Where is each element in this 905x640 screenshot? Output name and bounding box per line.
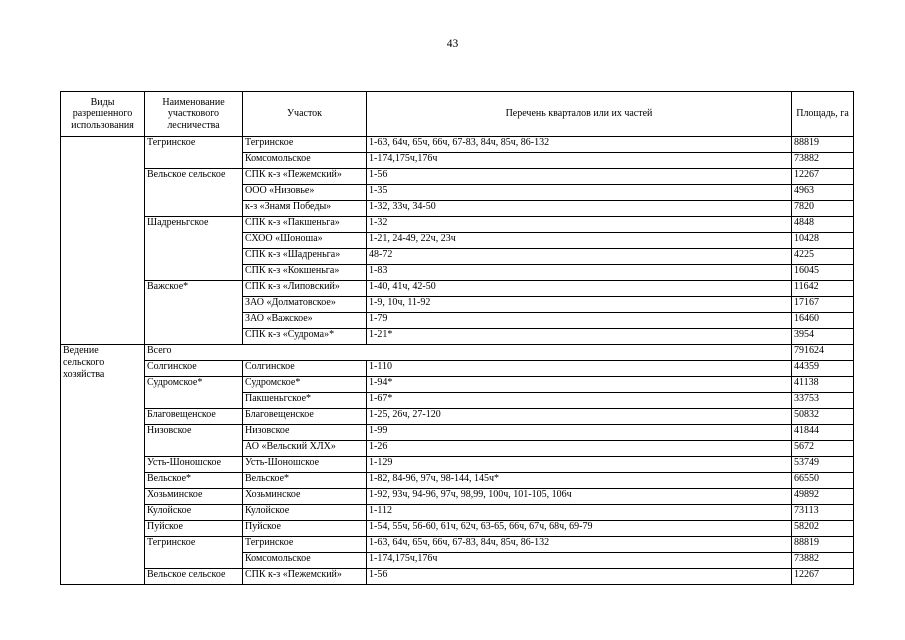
area-cell: 58202 [792,521,854,537]
forestry-name-cell: Усть-Шоношское [145,457,243,473]
plot-cell: Кулойское [243,505,367,521]
plot-cell: СПК к-з «Пежемский» [243,569,367,585]
forestry-name-cell: Низовское [145,425,243,457]
plot-cell: Хозьминское [243,489,367,505]
area-cell: 50832 [792,409,854,425]
forestry-name-cell: Хозьминское [145,489,243,505]
forestry-name-cell: Шадреньгское [145,217,243,281]
table-row [61,569,854,585]
header-quarters-list: Перечень кварталов или их частей [367,92,792,137]
area-cell: 4848 [792,217,854,233]
header-plot: Участок [243,92,367,137]
forestry-name-cell: Вельское сельское [145,569,243,585]
plot-cell: СХОО «Шоноша» [243,233,367,249]
area-cell: 41138 [792,377,854,393]
quarters-cell: 1-67* [367,393,792,409]
area-cell: 44359 [792,361,854,377]
quarters-cell: 1-174,175ч,176ч [367,553,792,569]
area-cell: 66550 [792,473,854,489]
quarters-cell: 1-63, 64ч, 65ч, 66ч, 67-83, 84ч, 85ч, 86-132 [367,537,792,553]
quarters-cell: 1-83 [367,265,792,281]
plot-cell: СПК к-з «Липовский» [243,281,367,297]
use-type-cell [61,137,145,345]
plot-cell: Тегринское [243,137,367,153]
area-cell: 4225 [792,249,854,265]
plot-cell: ООО «Низовье» [243,185,367,201]
area-cell: 73882 [792,153,854,169]
area-cell: 16045 [792,265,854,281]
plot-cell: Благовещенское [243,409,367,425]
area-cell: 3954 [792,329,854,345]
plot-cell: к-з «Знамя Победы» [243,201,367,217]
plot-cell: АО «Вельский ХЛХ» [243,441,367,457]
quarters-cell: 1-56 [367,569,792,585]
plot-cell: Солгинское [243,361,367,377]
quarters-cell: 1-54, 55ч, 56-60, 61ч, 62ч, 63-65, 66ч, 67ч, 68ч, 69-79 [367,521,792,537]
quarters-cell: 1-174,175ч,176ч [367,153,792,169]
table-row [61,537,854,553]
area-cell: 4963 [792,185,854,201]
quarters-cell: 1-94* [367,377,792,393]
quarters-cell: 1-56 [367,169,792,185]
quarters-cell: 1-21* [367,329,792,345]
quarters-cell: 1-40, 41ч, 42-50 [367,281,792,297]
quarters-cell: 1-26 [367,441,792,457]
quarters-cell: 48-72 [367,249,792,265]
quarters-cell: 1-63, 64ч, 65ч, 66ч, 67-83, 84ч, 85ч, 86-132 [367,137,792,153]
area-cell: 16460 [792,313,854,329]
area-cell: 88819 [792,537,854,553]
table-row [61,425,854,441]
forestry-name-cell: Судромское* [145,377,243,409]
plot-cell: Комсомольское [243,553,367,569]
plot-cell: Судромское* [243,377,367,393]
forestry-name-cell: Пуйское [145,521,243,537]
quarters-cell: 1-35 [367,185,792,201]
area-cell: 53749 [792,457,854,473]
table-row [61,217,854,233]
table-row [61,409,854,425]
header-area: Площадь, га [792,92,854,137]
plot-cell: Комсомольское [243,153,367,169]
forestry-name-cell: Благовещенское [145,409,243,425]
quarters-cell: 1-82, 84-96, 97ч, 98-144, 145ч* [367,473,792,489]
area-cell: 17167 [792,297,854,313]
area-cell: 10428 [792,233,854,249]
area-cell: 7820 [792,201,854,217]
page-number: 43 [446,38,459,50]
table-body [61,137,854,585]
area-cell: 41844 [792,425,854,441]
forestry-name-cell: Тегринское [145,137,243,169]
table-row [61,489,854,505]
area-cell: 12267 [792,169,854,185]
plot-cell: Вельское* [243,473,367,489]
plot-cell: Тегринское [243,537,367,553]
table-row [61,361,854,377]
forestry-name-cell: Вельское* [145,473,243,489]
table-row [61,473,854,489]
quarters-cell: 1-99 [367,425,792,441]
table-row [61,281,854,297]
area-cell: 88819 [792,137,854,153]
quarters-cell: 1-112 [367,505,792,521]
forestry-table [60,91,854,585]
plot-cell: СПК к-з «Пежемский» [243,169,367,185]
use-type-cell: Ведение сельского хозяйства [61,345,145,585]
quarters-cell: 1-32 [367,217,792,233]
plot-cell: Пакшеньгское* [243,393,367,409]
header-use-type: Виды разрешенного использования [61,92,145,137]
plot-cell: Низовское [243,425,367,441]
table-row [61,169,854,185]
total-label: Всего [145,345,792,361]
plot-cell: ЗАО «Долматовское» [243,297,367,313]
forestry-name-cell: Кулойское [145,505,243,521]
total-row [61,345,854,361]
area-cell: 33753 [792,393,854,409]
area-cell: 73113 [792,505,854,521]
quarters-cell: 1-9, 10ч, 11-92 [367,297,792,313]
area-cell: 11642 [792,281,854,297]
quarters-cell: 1-32, 33ч, 34-50 [367,201,792,217]
forestry-name-cell: Тегринское [145,537,243,569]
plot-cell: СПК к-з «Шадреньга» [243,249,367,265]
forestry-name-cell: Важское* [145,281,243,345]
plot-cell: Усть-Шоношское [243,457,367,473]
quarters-cell: 1-92, 93ч, 94-96, 97ч, 98,99, 100ч, 101-105, 106ч [367,489,792,505]
table-row [61,137,854,153]
quarters-cell: 1-129 [367,457,792,473]
forestry-name-cell: Солгинское [145,361,243,377]
header-forestry-name: Наименование участкового лесничества [145,92,243,137]
area-cell: 73882 [792,553,854,569]
total-area: 791624 [792,345,854,361]
forestry-name-cell: Вельское сельское [145,169,243,217]
table-row [61,521,854,537]
table-row [61,505,854,521]
quarters-cell: 1-21, 24-49, 22ч, 23ч [367,233,792,249]
plot-cell: СПК к-з «Кокшеньга» [243,265,367,281]
table-row [61,457,854,473]
area-cell: 12267 [792,569,854,585]
quarters-cell: 1-110 [367,361,792,377]
plot-cell: ЗАО «Важское» [243,313,367,329]
table-row [61,377,854,393]
area-cell: 49892 [792,489,854,505]
plot-cell: СПК к-з «Пакшеньга» [243,217,367,233]
area-cell: 5672 [792,441,854,457]
table-header-row [61,92,854,137]
plot-cell: СПК к-з «Судрома»* [243,329,367,345]
quarters-cell: 1-25, 26ч, 27-120 [367,409,792,425]
plot-cell: Пуйское [243,521,367,537]
quarters-cell: 1-79 [367,313,792,329]
